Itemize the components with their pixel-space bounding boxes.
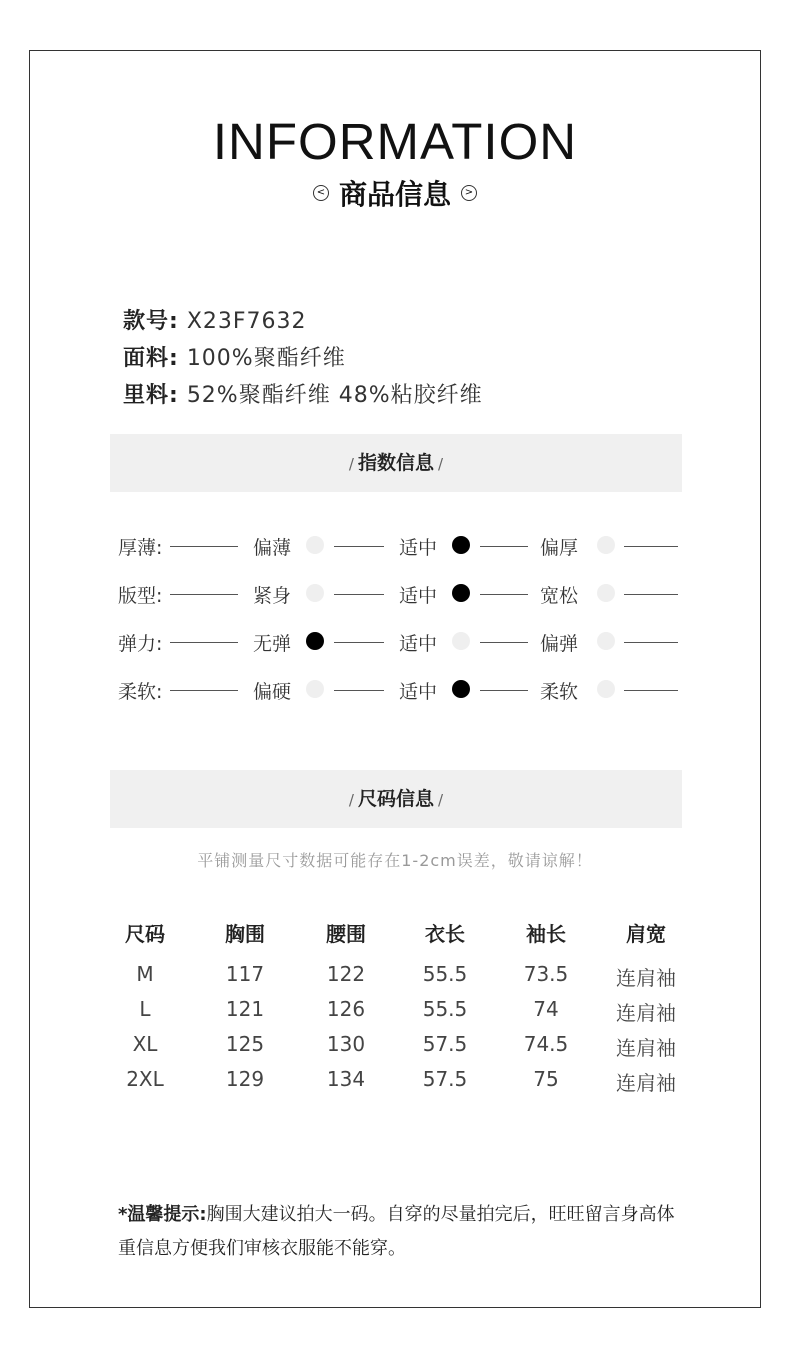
- subtitle-text: 商品信息: [338, 178, 451, 211]
- table-cell: 129: [225, 1067, 265, 1091]
- index-option-label: 偏薄: [253, 537, 292, 559]
- slash-divider: /: [348, 791, 354, 809]
- product-lining-key: 里料:: [123, 383, 179, 408]
- index-option-label: 无弹: [253, 633, 292, 655]
- index-option-label: 偏弹: [540, 633, 579, 655]
- index-row: [118, 581, 678, 607]
- index-option-label: 偏硬: [253, 681, 292, 703]
- unselected-dot-icon: [597, 680, 615, 698]
- table-cell: 121: [225, 997, 265, 1021]
- table-cell: 130: [326, 1032, 366, 1056]
- table-cell: 125: [225, 1032, 265, 1056]
- selected-dot-icon: [452, 680, 470, 698]
- table-cell: M: [136, 962, 154, 986]
- connector-line: [334, 642, 384, 643]
- selected-dot-icon: [306, 632, 324, 650]
- table-header-cell: 衣长: [425, 922, 465, 946]
- chevron-right-icon: >: [461, 185, 477, 201]
- table-cell: 连肩袖: [616, 1036, 676, 1060]
- page-title: INFORMATION: [212, 113, 578, 170]
- table-cell: 117: [225, 962, 265, 986]
- product-lining-value: 52%聚酯纤维 48%粘胶纤维: [186, 383, 483, 408]
- product-code-key: 款号:: [123, 309, 179, 334]
- tip-label: *温馨提示:: [118, 1204, 207, 1225]
- tip-text: [118, 1198, 678, 1266]
- connector-line: [170, 690, 238, 691]
- table-header-cell: 尺码: [125, 922, 165, 946]
- size-section-header: [110, 770, 682, 828]
- index-option-label: 偏厚: [540, 537, 579, 559]
- table-cell: 57.5: [422, 1032, 468, 1056]
- index-option-label: 适中: [399, 633, 438, 655]
- table-cell: 73.5: [523, 962, 569, 986]
- unselected-dot-icon: [306, 584, 324, 602]
- connector-line: [170, 642, 238, 643]
- index-option-label: 适中: [399, 681, 438, 703]
- index-option-label: 适中: [399, 585, 438, 607]
- connector-line: [624, 594, 678, 595]
- index-row-label: 柔软:: [118, 681, 163, 703]
- table-header-cell: 袖长: [526, 922, 566, 946]
- slash-divider: /: [348, 455, 354, 473]
- table-cell: 连肩袖: [616, 1001, 676, 1025]
- table-header-cell: 腰围: [326, 922, 366, 946]
- table-cell: 57.5: [422, 1067, 468, 1091]
- table-cell: 134: [326, 1067, 366, 1091]
- connector-line: [624, 690, 678, 691]
- connector-line: [480, 546, 528, 547]
- connector-line: [624, 546, 678, 547]
- table-cell: 74.5: [523, 1032, 569, 1056]
- unselected-dot-icon: [306, 536, 324, 554]
- table-cell: 126: [326, 997, 366, 1021]
- slash-divider: /: [438, 791, 444, 809]
- index-section-header: [110, 434, 682, 492]
- tip-body: 胸围大建议拍大一码。自穿的尽量拍完后，旺旺留言身高体重信息方便我们审核衣服能不能穿。: [118, 1204, 675, 1259]
- index-row: [118, 629, 678, 655]
- product-code-value: X23F7632: [186, 309, 307, 334]
- table-cell: 75: [533, 1067, 559, 1091]
- table-header-cell: 肩宽: [626, 922, 666, 946]
- table-cell: 2XL: [126, 1067, 164, 1091]
- connector-line: [624, 642, 678, 643]
- index-row-label: 版型:: [118, 585, 163, 607]
- selected-dot-icon: [452, 536, 470, 554]
- unselected-dot-icon: [597, 584, 615, 602]
- unselected-dot-icon: [597, 536, 615, 554]
- slash-divider: /: [438, 455, 444, 473]
- table-header-cell: 胸围: [225, 922, 265, 946]
- connector-line: [480, 642, 528, 643]
- connector-line: [334, 690, 384, 691]
- size-section-title: 尺码信息: [357, 788, 434, 810]
- selected-dot-icon: [452, 584, 470, 602]
- table-cell: L: [139, 997, 151, 1021]
- page-subtitle: [0, 173, 790, 213]
- connector-line: [480, 594, 528, 595]
- chevron-left-icon: <: [313, 185, 329, 201]
- index-section-title: 指数信息: [357, 452, 434, 474]
- table-cell: XL: [132, 1032, 158, 1056]
- product-fabric-value: 100%聚酯纤维: [186, 346, 346, 371]
- connector-line: [334, 594, 384, 595]
- index-row-label: 弹力:: [118, 633, 163, 655]
- table-cell: 连肩袖: [616, 1071, 676, 1095]
- index-row: [118, 533, 678, 559]
- index-row-label: 厚薄:: [118, 537, 163, 559]
- connector-line: [170, 546, 238, 547]
- measurement-note: 平铺测量尺寸数据可能存在1-2cm误差，敬请谅解！: [197, 851, 593, 870]
- table-cell: 122: [326, 962, 366, 986]
- table-cell: 55.5: [422, 962, 468, 986]
- index-option-label: 柔软: [540, 681, 579, 703]
- index-option-label: 适中: [399, 537, 438, 559]
- product-code: [123, 304, 307, 335]
- connector-line: [480, 690, 528, 691]
- index-option-label: 宽松: [540, 585, 579, 607]
- unselected-dot-icon: [597, 632, 615, 650]
- table-cell: 74: [533, 997, 559, 1021]
- product-lining: [123, 378, 483, 409]
- index-row: [118, 677, 678, 703]
- product-fabric: [123, 341, 346, 372]
- product-fabric-key: 面料:: [123, 346, 179, 371]
- index-option-label: 紧身: [253, 585, 292, 607]
- table-cell: 55.5: [422, 997, 468, 1021]
- unselected-dot-icon: [452, 632, 470, 650]
- unselected-dot-icon: [306, 680, 324, 698]
- connector-line: [334, 546, 384, 547]
- connector-line: [170, 594, 238, 595]
- table-cell: 连肩袖: [616, 966, 676, 990]
